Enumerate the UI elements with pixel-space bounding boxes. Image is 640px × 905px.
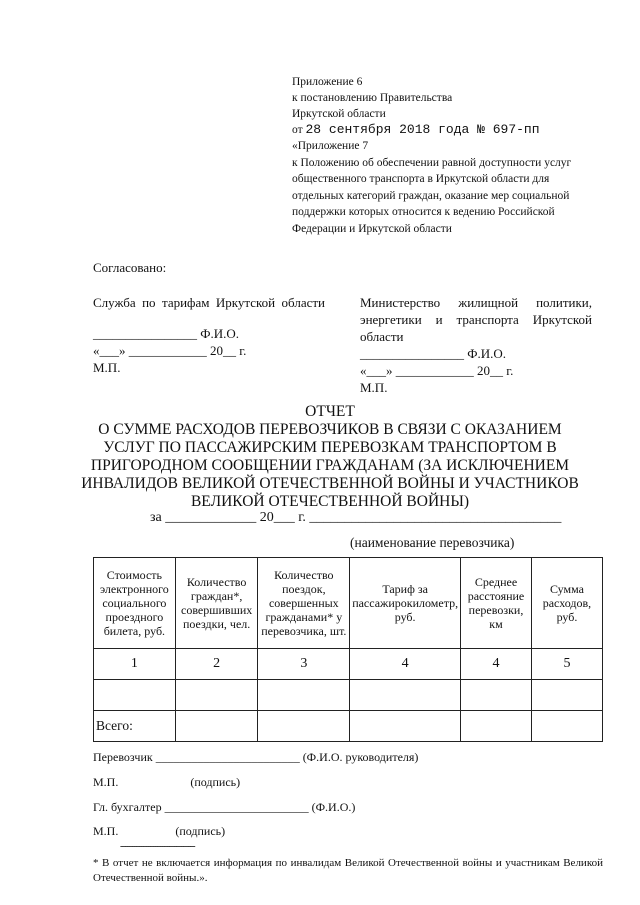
- table-number-cell: 5: [531, 649, 602, 680]
- report-title-line: ПРИГОРОДНОМ СООБЩЕНИИ ГРАЖДАНАМ (ЗА ИСКЛЮЧЕНИЕМ: [90, 457, 570, 474]
- report-title: [80, 403, 580, 511]
- appendix-region: Иркутской области: [292, 108, 386, 120]
- right-party-fio: ________________ Ф.И.О.: [360, 346, 507, 361]
- table-header-cell: Тариф за пассажирокилометр, руб.: [350, 558, 461, 649]
- left-party-fio: ________________ Ф.И.О.: [93, 326, 240, 341]
- table-number-cell: 2: [175, 649, 258, 680]
- table-number-row: [94, 649, 603, 680]
- table-header-cell: Среднее расстояние перевозки, км: [461, 558, 532, 649]
- table-cell: [531, 680, 602, 711]
- right-party-name: Министерство жилищной политики, энергетики и транспорта Иркутской области: [360, 295, 592, 344]
- left-party-block: [93, 294, 325, 376]
- table-header-cell: Количество граждан*, совершивших поездки, чел.: [175, 558, 258, 649]
- appendix-7-label: «Приложение 7: [292, 140, 369, 152]
- right-party-date: «___» ____________ 20__ г.: [360, 363, 514, 378]
- report-title-line: ИНВАЛИДОВ ВЕЛИКОЙ ОТЕЧЕСТВЕННОЙ ВОЙНЫ И УЧАСТНИКОВ: [81, 475, 579, 492]
- accountant-stamp-line: М.П. (подпись): [93, 824, 226, 838]
- table-cell: [175, 711, 258, 742]
- table-cell: [531, 711, 602, 742]
- appendix-reference: [292, 138, 592, 237]
- table-header-row: [94, 558, 603, 649]
- table-cell: [350, 711, 461, 742]
- right-party-block: [360, 294, 592, 396]
- appendix-resolution: к постановлению Правительства: [292, 92, 453, 104]
- carrier-signature-line: Перевозчик ________________________ (Ф.И.О. руководителя): [93, 750, 419, 764]
- appendix-date-line: [292, 122, 592, 138]
- table-number-cell: 4: [461, 649, 532, 680]
- table-total-label: Всего:: [94, 711, 176, 742]
- table-cell: [461, 711, 532, 742]
- report-title-line: УСЛУГ ПО ПАССАЖИРСКИМ ПЕРЕВОЗКАМ ТРАНСПОРТОМ В: [103, 439, 557, 456]
- footnote: * В отчет не включается информация по инвалидам Великой Отечественной войны и участникам Великой Отечественной войны.».: [93, 857, 603, 884]
- table-cell: [94, 680, 176, 711]
- appendix-date-prefix: от: [292, 124, 303, 136]
- approved-label: Согласовано:: [93, 260, 167, 275]
- table-cell: [258, 680, 350, 711]
- table-number-cell: 4: [350, 649, 461, 680]
- table-header-cell: Количество поездок, совершенных гражданами* у перевозчика, шт.: [258, 558, 350, 649]
- accountant-signature-line: Гл. бухгалтер ________________________ (Ф.И.О.): [93, 800, 356, 814]
- table-cell: [175, 680, 258, 711]
- footnote-rule: --------------------------------: [120, 841, 195, 852]
- appendix-header: [292, 74, 592, 138]
- report-title-line: ОТЧЕТ: [305, 403, 355, 420]
- report-title-line: О СУММЕ РАСХОДОВ ПЕРЕВОЗЧИКОВ В СВЯЗИ С ОКАЗАНИЕМ: [98, 421, 562, 438]
- report-table: [93, 557, 603, 742]
- table-cell: [350, 680, 461, 711]
- left-party-name: Служба по тарифам Иркутской области: [93, 295, 325, 310]
- carrier-caption: (наименование перевозчика): [350, 535, 515, 550]
- table-header-cell: Сумма расходов, руб.: [531, 558, 602, 649]
- appendix-7-text: к Положению об обеспечении равной доступности услуг общественного транспорта в Иркутской области для отдельных категорий граждан, оказание мер социальной поддержки которых относится к ведению Российской Федерации и Иркутской области: [292, 156, 572, 235]
- appendix-number: Приложение 6: [292, 76, 363, 88]
- table-cell: [461, 680, 532, 711]
- table-cell: [258, 711, 350, 742]
- period-line: за _____________ 20___ г. ____________________________________: [150, 510, 562, 525]
- report-title-line: ВЕЛИКОЙ ОТЕЧЕСТВЕННОЙ ВОЙНЫ): [190, 493, 470, 510]
- table-header-cell: Стоимость электронного социального проездного билета, руб.: [94, 558, 176, 649]
- table-empty-row: [94, 680, 603, 711]
- appendix-date-typed: 28 сентября 2018 года № 697-пп: [305, 122, 540, 137]
- left-party-mp: М.П.: [93, 360, 121, 375]
- table-number-cell: 3: [258, 649, 350, 680]
- left-party-date: «___» ____________ 20__ г.: [93, 343, 247, 358]
- carrier-stamp-line: М.П. (подпись): [93, 775, 241, 789]
- right-party-mp: М.П.: [360, 380, 388, 395]
- table-number-cell: 1: [94, 649, 176, 680]
- table-total-row: [94, 711, 603, 742]
